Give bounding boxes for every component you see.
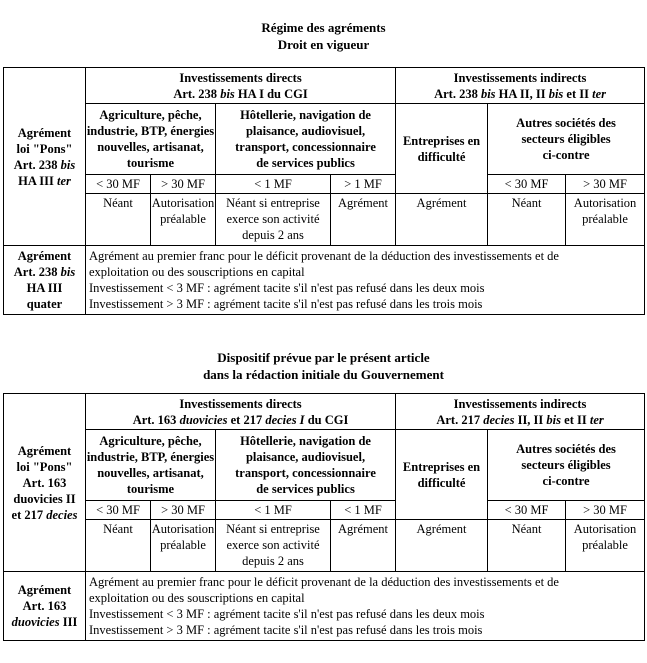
header-sector-hotellerie (216, 104, 396, 175)
threshold-hotel-lt1: < 1 MF (216, 501, 331, 520)
threshold-autres-lt30: < 30 MF (488, 501, 566, 520)
art-ref-latin: bis (60, 265, 76, 279)
row-header-line (4, 173, 85, 189)
main-title-line1: Régime des agréments (261, 20, 386, 35)
art-ref-latin: bis (220, 86, 235, 101)
header-investissements-directs (86, 394, 396, 430)
header-investissements-directs (86, 68, 396, 104)
row-header-line (4, 507, 85, 523)
row-header-agrement-238-quater (4, 246, 86, 315)
header-line: Entreprises en (402, 133, 481, 148)
header-entreprises-difficulte (396, 430, 488, 520)
header-line: ci-contre (542, 148, 590, 162)
header-line: tourisme (126, 482, 175, 496)
conditions-line: exploitation ou des souscriptions en capital (89, 591, 305, 605)
header-line: Autres sociétés des (516, 116, 616, 130)
threshold-autres-gt30: > 30 MF (566, 501, 645, 520)
threshold-agri-gt30: > 30 MF (151, 501, 216, 520)
value-line: Autorisation (151, 196, 215, 210)
header-entreprises-difficulte (396, 104, 488, 194)
value-agrement-hotel: Agrément (331, 520, 396, 572)
value-line: depuis 2 ans (242, 554, 304, 568)
row-header-line: Agrément (17, 249, 72, 263)
value-line: exerce son activité (226, 212, 320, 226)
header-line: difficulté (417, 475, 466, 490)
value-line: Néant si entreprise (226, 196, 320, 210)
thresholds-row (4, 501, 645, 520)
header-line: transport, concessionnaire (235, 140, 376, 154)
threshold-hotel-lt1: < 1 MF (216, 175, 331, 194)
header-line: transport, concessionnaire (235, 466, 376, 480)
value-agrement-difficulte: Agrément (396, 520, 488, 572)
value-line: préalable (160, 212, 206, 226)
header-line: Entreprises en (402, 459, 481, 474)
art-ref: Art. 238 (13, 157, 61, 172)
value-autorisation-autres (566, 194, 645, 246)
header-line (86, 412, 395, 428)
art-ref: et 217 (11, 507, 47, 522)
row-header-agrement-163-III (4, 572, 86, 641)
art-ref: HA III (18, 173, 57, 188)
header-line: Autres sociétés des (516, 442, 616, 456)
header-row-2 (4, 430, 645, 501)
art-ref: et II (563, 86, 593, 101)
value-autorisation-agri (151, 520, 216, 572)
header-row-1 (4, 68, 645, 104)
row-header-line: HA III (26, 281, 63, 295)
value-neant-si-entreprise (216, 194, 331, 246)
header-line: ci-contre (542, 474, 590, 488)
header-line: secteurs éligibles (521, 132, 611, 146)
art-ref-latin: bis (60, 157, 76, 172)
header-line: Hôtellerie, navigation de (240, 434, 371, 448)
row-header-line: Agrément (17, 125, 72, 140)
art-ref-latin: decies (46, 507, 78, 522)
art-ref: Art. 217 (436, 412, 484, 427)
conditions-line: Agrément au premier franc pour le déficit provenant de la déduction des investissements et de (89, 249, 559, 263)
row-header-line: Art. 163 (22, 599, 67, 613)
header-investissements-indirects (396, 68, 645, 104)
conditions-line: Investissement > 3 MF : agrément tacite s'il n'est pas refusé dans les trois mois (89, 297, 483, 311)
header-line: Investissements directs (179, 70, 302, 85)
threshold-hotel-gt1: > 1 MF (331, 175, 396, 194)
header-line: industrie, BTP, énergies (86, 124, 215, 138)
art-ref: Art. 238 (13, 265, 61, 279)
value-neant-autres: Néant (488, 194, 566, 246)
header-autres-societes (488, 430, 645, 501)
value-line: préalable (582, 538, 628, 552)
header-line: difficulté (417, 149, 466, 164)
art-ref: Art. 163 (132, 412, 180, 427)
value-line: Autorisation (151, 522, 215, 536)
second-title-line1: Dispositif prévue par le présent article (217, 350, 430, 365)
row-header-line: Art. 163 (22, 475, 67, 490)
row-header-line: duovicies II (13, 491, 76, 506)
value-line: Autorisation (573, 196, 637, 210)
art-ref-latin: bis (548, 86, 564, 101)
agrement-conditions-text (86, 246, 645, 315)
header-line (396, 86, 644, 102)
art-ref-latin: ter (592, 86, 607, 101)
art-ref: Art. 238 (434, 86, 481, 101)
value-line: préalable (160, 538, 206, 552)
row-header-agrement-pons-238 (4, 68, 86, 246)
thresholds-row (4, 175, 645, 194)
value-line: depuis 2 ans (242, 228, 304, 242)
conditions-line: Investissement > 3 MF : agrément tacite s'il n'est pas refusé dans les trois mois (89, 623, 483, 637)
threshold-autres-gt30: > 30 MF (566, 175, 645, 194)
header-line: Hôtellerie, navigation de (240, 108, 371, 122)
document-page (0, 19, 647, 641)
value-agrement-difficulte: Agrément (396, 194, 488, 246)
header-line: secteurs éligibles (521, 458, 611, 472)
art-ref-latin: decies I (265, 412, 305, 427)
header-line: nouvelles, artisanat, (97, 140, 204, 154)
conditions-line: Agrément au premier franc pour le déficit provenant de la déduction des investissements et de (89, 575, 559, 589)
row-header-line (4, 157, 85, 173)
header-line: industrie, BTP, énergies (86, 450, 215, 464)
header-line: plaisance, audiovisuel, (245, 124, 366, 138)
conditions-line: exploitation ou des souscriptions en capital (89, 265, 305, 279)
art-ref: II, II (514, 412, 547, 427)
table-droit-en-vigueur (3, 67, 645, 315)
value-neant-si-entreprise (216, 520, 331, 572)
header-line: de services publics (256, 482, 355, 496)
second-title (0, 349, 647, 383)
art-ref-latin: duovicies (179, 412, 228, 427)
art-ref: et II (561, 412, 590, 427)
header-line: Agriculture, pêche, (99, 108, 202, 122)
header-line: plaisance, audiovisuel, (245, 450, 366, 464)
value-agrement-hotel: Agrément (331, 194, 396, 246)
values-row (4, 194, 645, 246)
header-sector-agriculture (86, 104, 216, 175)
header-line: tourisme (126, 156, 175, 170)
header-line: Investissements indirects (453, 70, 587, 85)
art-ref: Art. 238 (173, 86, 221, 101)
header-investissements-indirects (396, 394, 645, 430)
header-sector-agriculture (86, 430, 216, 501)
value-autorisation-agri (151, 194, 216, 246)
table-dispositif-gouvernement (3, 393, 645, 641)
header-line (396, 412, 644, 428)
threshold-hotel-lt1b: < 1 MF (331, 501, 396, 520)
agrement-conditions-text (86, 572, 645, 641)
header-line: Investissements directs (179, 396, 302, 411)
row-header-line (4, 614, 85, 630)
value-neant-agri: Néant (86, 194, 151, 246)
main-title (0, 19, 647, 53)
row-header-line: quater (26, 297, 63, 311)
art-ref-latin: ter (589, 412, 604, 427)
art-ref-latin: bis (546, 412, 562, 427)
threshold-autres-lt30: < 30 MF (488, 175, 566, 194)
header-line: Investissements indirects (453, 396, 587, 411)
art-ref-latin: ter (57, 173, 71, 188)
row-header-line: loi "Pons" (16, 141, 73, 156)
values-row (4, 520, 645, 572)
second-title-line2: dans la rédaction initiale du Gouvernement (203, 367, 444, 382)
threshold-agri-gt30: > 30 MF (151, 175, 216, 194)
row-header-agrement-pons-163 (4, 394, 86, 572)
threshold-agri-lt30: < 30 MF (86, 501, 151, 520)
art-ref-latin: decies (483, 412, 515, 427)
value-neant-autres: Néant (488, 520, 566, 572)
header-autres-societes (488, 104, 645, 175)
row-header-line (4, 264, 85, 280)
art-ref: HA I du CGI (234, 86, 308, 101)
header-row-1 (4, 394, 645, 430)
header-row-2 (4, 104, 645, 175)
header-line: nouvelles, artisanat, (97, 466, 204, 480)
header-line: de services publics (256, 156, 355, 170)
main-title-line2: Droit en vigueur (277, 37, 370, 52)
value-line: Néant si entreprise (226, 522, 320, 536)
value-neant-agri: Néant (86, 520, 151, 572)
art-ref: III (59, 615, 78, 629)
conditions-line: Investissement < 3 MF : agrément tacite s'il n'est pas refusé dans les deux mois (89, 607, 485, 621)
agrement-premier-franc-row (4, 246, 645, 315)
row-header-line: Agrément (17, 583, 72, 597)
art-ref: du CGI (304, 412, 349, 427)
header-line: Agriculture, pêche, (99, 434, 202, 448)
value-autorisation-autres (566, 520, 645, 572)
threshold-agri-lt30: < 30 MF (86, 175, 151, 194)
header-line (86, 86, 395, 102)
header-sector-hotellerie (216, 430, 396, 501)
row-header-line: Agrément (17, 443, 72, 458)
value-line: préalable (582, 212, 628, 226)
value-line: exerce son activité (226, 538, 320, 552)
value-line: Autorisation (573, 522, 637, 536)
row-header-line: loi "Pons" (16, 459, 73, 474)
art-ref: et 217 (227, 412, 266, 427)
art-ref-latin: duovicies (11, 615, 60, 629)
conditions-line: Investissement < 3 MF : agrément tacite s'il n'est pas refusé dans les deux mois (89, 281, 485, 295)
art-ref: HA II, II (495, 86, 549, 101)
art-ref-latin: bis (480, 86, 496, 101)
agrement-premier-franc-row (4, 572, 645, 641)
